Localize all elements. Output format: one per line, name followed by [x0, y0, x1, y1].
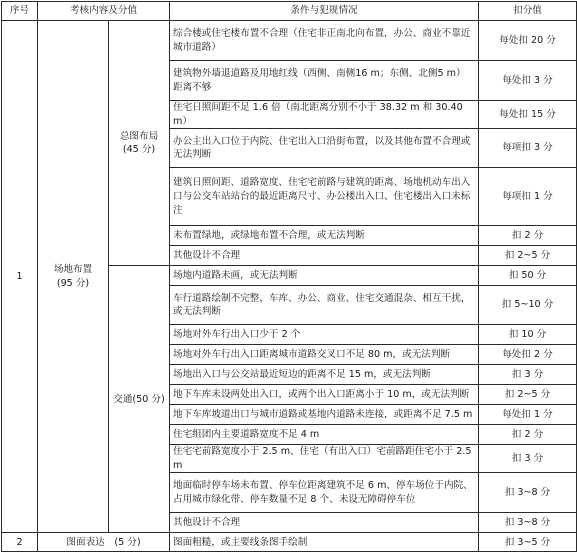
category-score: (95 分) [56, 277, 90, 289]
header-conditions: 条件与犯规情况 [170, 2, 479, 21]
condition-cell: 未布置绿地，或绿地布置不合理，或无法判断 [170, 226, 479, 246]
subcategory-general-layout [109, 21, 170, 266]
penalty-cell: 扣 2 分 [479, 425, 577, 445]
condition-cell: 地下车库未设两处出入口，或两个出入口距离小于 10 m，或无法判断 [170, 385, 479, 405]
condition-cell: 其他设计不合理 [170, 513, 479, 533]
condition-cell: 场地内道路未画，或无法判断 [170, 266, 479, 286]
condition-cell: 住宅宅前路宽度小于 2.5 m、住宅（有出入口）宅前路距住宅小于 2.5 m [170, 445, 479, 473]
penalty-cell: 扣 3 分 [479, 365, 577, 385]
subcategory-traffic: 交通(50 分) [109, 266, 170, 533]
penalty-cell: 每处扣 1 分 [479, 405, 577, 425]
penalty-cell: 扣 10 分 [479, 325, 577, 345]
penalty-cell: 每项扣 3 分 [479, 129, 577, 168]
penalty-cell: 每处扣 2 分 [479, 345, 577, 365]
category-drawing-expression: 图面表达 (5 分) [38, 533, 170, 552]
condition-cell: 地下车库坡道出口与城市道路或基地内道路未连接，或距离不足 7.5 m [170, 405, 479, 425]
penalty-cell: 扣 3~8 分 [479, 513, 577, 533]
penalty-cell: 每项扣 1 分 [479, 168, 577, 226]
penalty-cell: 扣 50 分 [479, 266, 577, 286]
penalty-cell: 每处扣 3 分 [479, 61, 577, 101]
condition-cell: 地面临时停车场未布置、停车位距离建筑不足 6 m、停车场位于内院、占用城市绿化带、停车数量不足 8 个、未设无障碍停车位 [170, 473, 479, 513]
condition-cell: 场地出入口与公交站最近短边的距离不足 15 m，或无法判断 [170, 365, 479, 385]
header-penalty: 扣分值 [479, 2, 577, 21]
condition-cell: 场地对外车行出入口距离城市道路交叉口不足 80 m，或无法判断 [170, 345, 479, 365]
penalty-cell: 扣 2~5 分 [479, 246, 577, 266]
condition-cell: 住宅组团内主要道路宽度不足 4 m [170, 425, 479, 445]
condition-cell: 办公主出入口位于内院、住宅出入口沿街布置，以及其他布置不合理或无法判断 [170, 129, 479, 168]
table-row [2, 533, 577, 552]
category-name: 场地布置 [53, 264, 93, 276]
penalty-cell: 扣 2 分 [479, 226, 577, 246]
penalty-cell: 每处扣 20 分 [479, 21, 577, 61]
condition-cell: 车行道路绘制不完整，车库、办公、商业、住宅交通混杂、相互干扰，或无法判断 [170, 286, 479, 325]
header-seq: 序号 [2, 2, 38, 21]
header-content: 考核内容及分值 [38, 2, 170, 21]
subcategory-score: (45 分) [122, 144, 156, 156]
condition-cell: 图面粗糙，或主要线条图手绘制 [170, 533, 479, 552]
scoring-criteria-table [1, 1, 577, 552]
seq-cell-2: 2 [2, 533, 38, 552]
condition-cell: 住宅日照间距不足 1.6 倍（南北距离分别不小于 38.32 m 和 30.40 m） [170, 101, 479, 129]
condition-cell: 综合楼或住宅楼布置不合理（住宅非正南北向布置，办公、商业不靠近城市道路） [170, 21, 479, 61]
table-header-row [2, 2, 577, 21]
penalty-cell: 扣 5~10 分 [479, 286, 577, 325]
penalty-cell: 扣 3 分 [479, 445, 577, 473]
seq-cell-1: 1 [2, 21, 38, 533]
condition-cell: 场地对外车行出入口少于 2 个 [170, 325, 479, 345]
condition-cell: 建筑日照间距、道路宽度、住宅宅前路与建筑的距离、场地机动车出入口与公交车站站台的最近距离尺寸、办公楼出入口、住宅楼出入口未标注 [170, 168, 479, 226]
table-row [2, 21, 577, 61]
penalty-cell: 扣 3~8 分 [479, 473, 577, 513]
penalty-cell: 扣 2~5 分 [479, 385, 577, 405]
condition-cell: 建筑物外墙退道路及用地红线（西侧、南侧16 m；东侧、北侧5 m）距离不够 [170, 61, 479, 101]
subcategory-name: 总图布局 [119, 130, 159, 142]
penalty-cell: 每处扣 15 分 [479, 101, 577, 129]
penalty-cell: 扣 3~5 分 [479, 533, 577, 552]
condition-cell: 其他设计不合理 [170, 246, 479, 266]
category-site-layout [38, 21, 109, 533]
